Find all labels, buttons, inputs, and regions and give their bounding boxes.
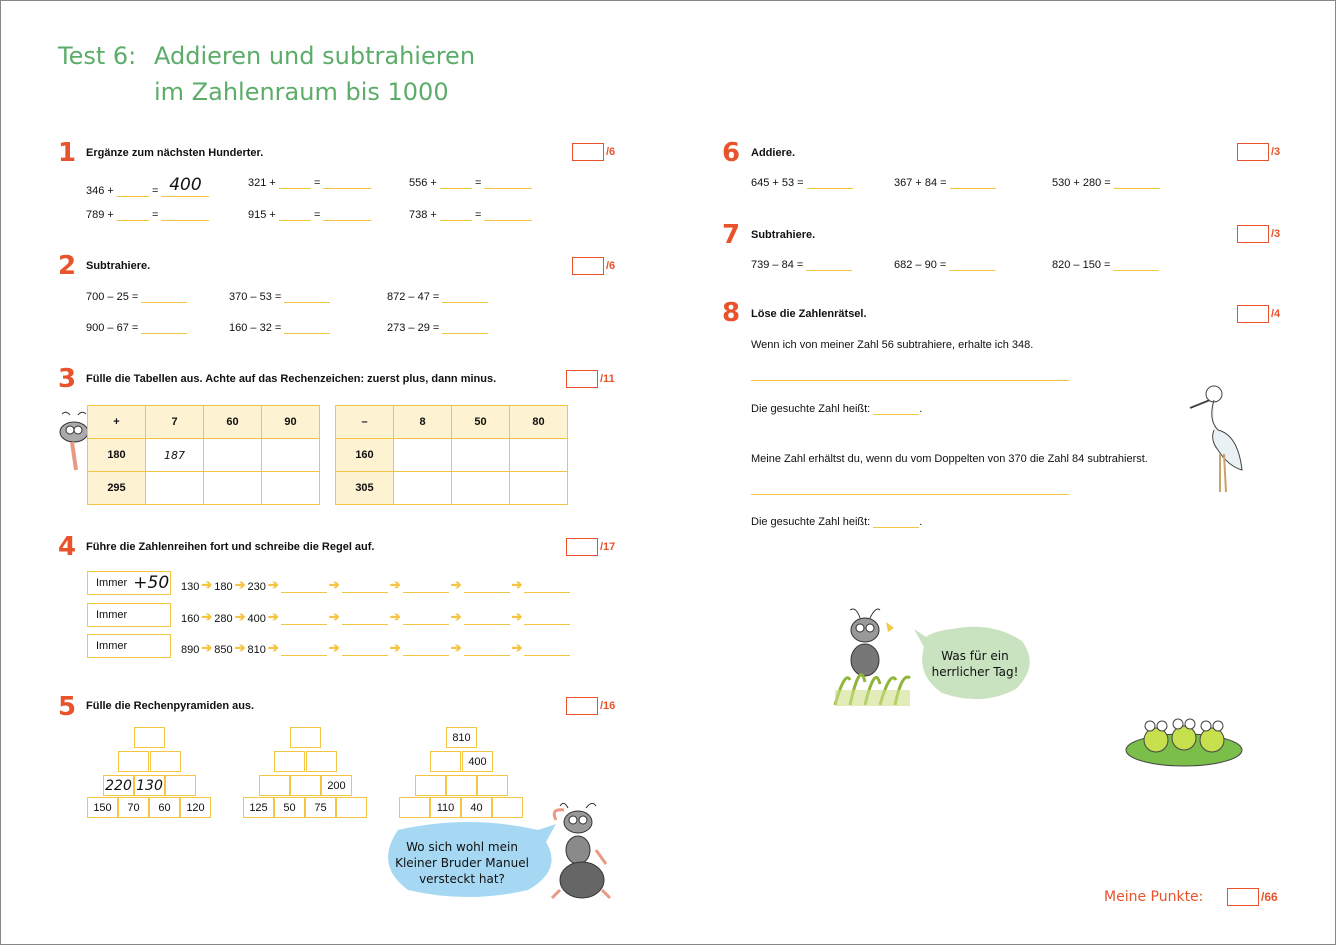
speech-bubble-text: Was für ein herrlicher Tag! <box>931 649 1019 679</box>
table-cell[interactable] <box>204 472 262 505</box>
task-3-number: 3 <box>58 364 77 394</box>
arrow-right-icon: ➔ <box>234 577 246 592</box>
page-title: Test 6: Addieren und subtrahieren im Zahlenraum bis 1000 <box>58 42 476 106</box>
table-cell[interactable] <box>394 472 452 505</box>
task-2-item: 900 – 67 = <box>86 321 187 334</box>
task-8-score[interactable]: /4 <box>1237 305 1280 323</box>
task-5-score[interactable]: /16 <box>566 697 615 715</box>
answer-line[interactable] <box>117 184 149 197</box>
arrow-right-icon: ➔ <box>201 609 213 624</box>
arrow-right-icon: ➔ <box>234 609 246 624</box>
task-1-instruction: Ergänze zum nächsten Hunderter. <box>86 147 264 159</box>
table-cell[interactable] <box>510 472 568 505</box>
rule-box[interactable]: Immer +50 <box>87 571 171 595</box>
score-box[interactable] <box>572 143 604 161</box>
task-3-score[interactable]: /11 <box>566 370 615 388</box>
riddle-1-answer: Die gesuchte Zahl heißt: . <box>751 403 923 415</box>
table-cell[interactable] <box>262 472 320 505</box>
answer-line[interactable] <box>751 380 1069 381</box>
number-sequence: 130 ➔ 180 ➔ 230 ➔ ➔ ➔ ➔ ➔ <box>181 577 570 593</box>
ant-mascot-icon <box>52 410 92 472</box>
task-3-instruction: Fülle die Tabellen aus. Achte auf das Rechenzeichen: zuerst plus, dann minus. <box>86 373 497 385</box>
task-1-item: 789 + = <box>86 208 209 221</box>
task-1-item: 321 + = <box>248 176 371 189</box>
stork-icon <box>1188 380 1248 495</box>
riddle-2-answer: Die gesuchte Zahl heißt: . <box>751 516 923 528</box>
rule-box[interactable]: Immer <box>87 603 171 627</box>
task-8-number: 8 <box>722 298 741 328</box>
task-2-number: 2 <box>58 251 77 281</box>
answer-line[interactable]: 400 <box>161 176 209 197</box>
task-6-instruction: Addiere. <box>751 147 796 159</box>
minus-table: – 8 50 80 160 305 <box>335 405 568 505</box>
task-8-instruction: Löse die Zahlenrätsel. <box>751 308 867 320</box>
number-sequence: 160 ➔ 280 ➔ 400 ➔ ➔ ➔ ➔ ➔ <box>181 609 570 625</box>
task-2-score[interactable]: /6 <box>572 257 615 275</box>
task-7-item: 739 – 84 = <box>751 258 852 271</box>
arrow-right-icon: ➔ <box>267 577 279 592</box>
task-1-item: 738 + = <box>409 208 532 221</box>
table-cell[interactable] <box>510 439 568 472</box>
total-score-label: Meine Punkte: <box>1104 889 1204 905</box>
task-7-score[interactable]: /3 <box>1237 225 1280 243</box>
task-6-number: 6 <box>722 138 741 168</box>
task-4-number: 4 <box>58 532 77 562</box>
task-1-item: 915 + = <box>248 208 371 221</box>
task-1-number: 1 <box>58 138 77 168</box>
number-sequence: 890 ➔ 850 ➔ 810 ➔ ➔ ➔ ➔ ➔ <box>181 640 570 656</box>
table-cell[interactable] <box>262 439 320 472</box>
task-1-item: 556 + = <box>409 176 532 189</box>
table-cell[interactable] <box>204 439 262 472</box>
task-5-number: 5 <box>58 692 77 722</box>
task-7-instruction: Subtrahiere. <box>751 229 816 241</box>
task-6-item: 530 + 280 = <box>1052 176 1160 189</box>
arrow-right-icon: ➔ <box>234 640 246 655</box>
arrow-right-icon: ➔ <box>267 640 279 655</box>
rule-box[interactable]: Immer <box>87 634 171 658</box>
task-6-item: 645 + 53 = <box>751 176 853 189</box>
task-4-score[interactable]: /17 <box>566 538 615 556</box>
task-5-instruction: Fülle die Rechenpyramiden aus. <box>86 700 255 712</box>
task-7-number: 7 <box>722 220 741 250</box>
task-1-score[interactable]: /6 <box>572 143 615 161</box>
ant-mascot-icon <box>546 800 616 904</box>
task-2-instruction: Subtrahiere. <box>86 260 151 272</box>
arrow-right-icon: ➔ <box>267 609 279 624</box>
table-cell[interactable] <box>146 472 204 505</box>
task-6-score[interactable]: /3 <box>1237 143 1280 161</box>
arrow-right-icon: ➔ <box>201 577 213 592</box>
task-7-item: 682 – 90 = <box>894 258 995 271</box>
task-2-item: 160 – 32 = <box>229 321 330 334</box>
table-cell[interactable]: 187 <box>146 439 204 472</box>
task-2-item: 273 – 29 = <box>387 321 488 334</box>
task-7-item: 820 – 150 = <box>1052 258 1159 271</box>
frogs-on-lily-pad-icon <box>1122 712 1248 772</box>
total-score[interactable]: /66 <box>1227 888 1278 906</box>
task-1-item: 346 + = 400 <box>86 176 209 197</box>
ant-in-grass-icon <box>830 600 920 710</box>
riddle-2: Meine Zahl erhältst du, wenn du vom Doppelten von 370 die Zahl 84 subtrahierst. <box>751 453 1148 465</box>
table-cell[interactable] <box>394 439 452 472</box>
task-2-item: 370 – 53 = <box>229 290 330 303</box>
table-cell[interactable] <box>452 439 510 472</box>
task-2-item: 872 – 47 = <box>387 290 488 303</box>
plus-table: + 7 60 90 180 187 295 <box>87 405 320 505</box>
answer-line[interactable] <box>751 494 1069 495</box>
task-4-instruction: Führe die Zahlenreihen fort und schreibe die Regel auf. <box>86 541 375 553</box>
table-cell[interactable] <box>452 472 510 505</box>
riddle-1: Wenn ich von meiner Zahl 56 subtrahiere, erhalte ich 348. <box>751 339 1034 351</box>
task-6-item: 367 + 84 = <box>894 176 996 189</box>
task-2-item: 700 – 25 = <box>86 290 187 303</box>
speech-bubble-text: Wo sich wohl mein Kleiner Bruder Manuel versteckt hat? <box>395 840 529 886</box>
arrow-right-icon: ➔ <box>201 640 213 655</box>
